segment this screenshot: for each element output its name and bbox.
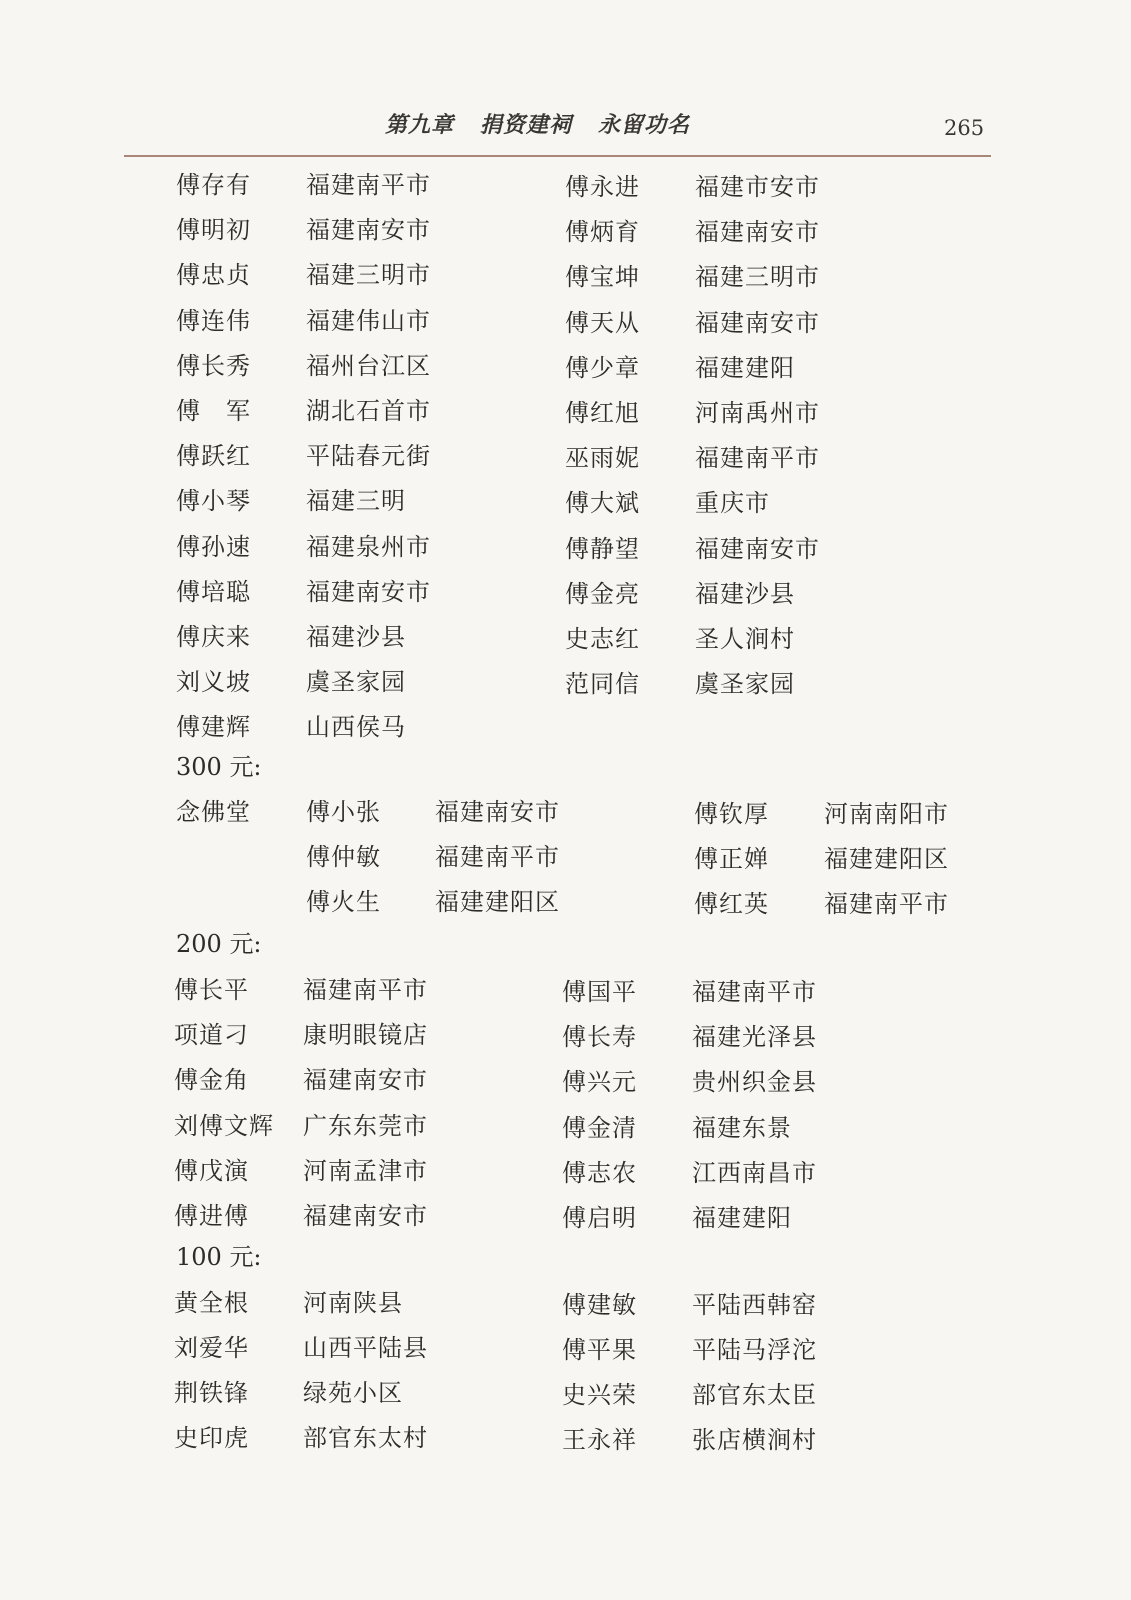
donor-location: 河南陕县 [303,1289,403,1317]
chapter-title: 第九章 捐资建祠 永留功名 [385,113,690,138]
donor-location: 福建建阳区 [824,845,949,873]
donor-name: 傅明初 [176,216,251,245]
donor-name: 项道刁 [174,1021,249,1050]
donor-name: 傅仲敏 [306,843,381,871]
donor-location: 山西平陆县 [303,1334,428,1362]
donor-location: 平陆西韩窑 [692,1291,817,1319]
donor-location: 福建南平市 [692,978,817,1006]
donor-location: 福建三明 [306,487,406,516]
donor-name: 史志红 [565,625,640,653]
donor-location: 福建南安市 [695,218,820,247]
donor-location: 福建南平市 [306,171,431,199]
donor-location: 福建三明市 [306,261,431,290]
donor-location: 福州台江区 [306,351,431,380]
donor-name: 傅国平 [562,978,637,1006]
donor-name: 傅平果 [562,1336,637,1364]
donor-location: 福建泉州市 [306,532,431,561]
donor-location: 福建南安市 [306,216,431,245]
donor-location: 福建南平市 [303,976,428,1004]
donor-location: 贵州织金县 [692,1068,817,1097]
donor-name: 傅培聪 [176,577,251,606]
page-number: 265 [944,116,985,140]
donor-location: 福建伟山市 [306,306,431,335]
donor-name: 傅永进 [565,173,640,201]
donor-location: 山西侯马 [306,713,406,742]
donor-name: 傅宝坤 [565,263,640,292]
donor-location: 福建沙县 [695,579,795,608]
donor-name: 傅正婵 [694,845,769,873]
donor-location: 福建建阳 [695,353,795,382]
donor-location: 河南南阳市 [824,800,949,828]
donor-name: 傅长秀 [176,351,251,380]
donor-name: 傅连伟 [176,306,251,335]
donor-location: 福建南安市 [303,1202,428,1230]
donor-location: 福建建阳区 [435,888,560,916]
donor-location: 河南禹州市 [695,399,820,427]
donor-location: 福建东景 [692,1113,792,1142]
donor-location: 福建南安市 [695,308,820,337]
donor-location: 康明眼镜店 [303,1021,428,1050]
donor-name: 傅进傅 [174,1202,249,1230]
donor-name: 傅兴元 [562,1068,637,1097]
donor-name: 刘傅文辉 [174,1111,274,1140]
donor-name: 傅红旭 [565,399,640,427]
donor-location: 虞圣家园 [306,668,406,697]
section-heading-100: 100 元: [176,1243,262,1271]
donor-location: 广东东莞市 [303,1111,428,1140]
donor-name: 王永祥 [562,1426,637,1454]
donor-name: 傅庆来 [176,623,251,651]
donor-name: 荆铁锋 [174,1379,249,1407]
donor-location: 福建建阳 [692,1204,792,1232]
donor-name: 范同信 [565,670,640,699]
donor-location: 虞圣家园 [695,670,795,699]
section-heading-200: 200 元: [176,930,262,958]
header-rule [124,155,991,157]
donor-name: 傅跃红 [176,442,251,471]
donor-name: 刘义坡 [176,668,251,697]
donor-name: 傅 军 [176,397,251,425]
donor-location: 福建南平市 [435,843,560,871]
donor-group-label: 念佛堂 [176,798,251,826]
donor-name: 史印虎 [174,1424,249,1452]
donor-name: 傅红英 [694,890,769,918]
donor-name: 黄全根 [174,1289,249,1317]
donor-name: 傅天从 [565,308,640,337]
donor-name: 傅小张 [306,798,381,826]
donor-location: 福建三明市 [695,263,820,292]
donor-name: 傅小琴 [176,487,251,516]
donor-location: 福建沙县 [306,623,406,651]
donor-name: 傅忠贞 [176,261,251,290]
donor-name: 傅戊演 [174,1156,249,1185]
donor-location: 圣人涧村 [695,625,795,653]
donor-name: 傅志农 [562,1158,637,1187]
donor-name: 傅建敏 [562,1291,637,1319]
donor-location: 福建南平市 [695,444,820,473]
donor-name: 史兴荣 [562,1381,637,1409]
donor-name: 傅建辉 [176,713,251,742]
donor-name: 傅启明 [562,1204,637,1232]
donor-name: 傅大斌 [565,489,640,518]
donor-location: 福建南安市 [695,534,820,563]
donor-name: 傅长寿 [562,1023,637,1052]
donor-location: 部官东太臣 [692,1381,817,1409]
donor-location: 张店横涧村 [692,1426,817,1454]
donor-location: 平陆马浮沱 [692,1336,817,1364]
donor-location: 福建南安市 [435,798,560,826]
donor-name: 傅炳育 [565,218,640,247]
donor-location: 江西南昌市 [692,1158,817,1187]
donor-name: 傅金清 [562,1113,637,1142]
donor-location: 福建南安市 [303,1066,428,1095]
donor-name: 傅少章 [565,353,640,382]
donor-location: 重庆市 [695,489,770,518]
donor-name: 傅长平 [174,976,249,1004]
donor-location: 绿苑小区 [303,1379,403,1407]
donor-location: 福建南平市 [824,890,949,918]
donor-location: 平陆春元街 [306,442,431,471]
donor-location: 福建光泽县 [692,1023,817,1052]
donor-location: 福建市安市 [695,173,820,201]
donor-name: 傅钦厚 [694,800,769,828]
donor-location: 福建南安市 [306,577,431,606]
donor-name: 巫雨妮 [565,444,640,473]
donor-name: 傅静望 [565,534,640,563]
donor-location: 部官东太村 [303,1424,428,1452]
donor-name: 刘爱华 [174,1334,249,1362]
donor-name: 傅存有 [176,171,251,199]
donor-name: 傅金角 [174,1066,249,1095]
donor-name: 傅火生 [306,888,381,916]
section-heading-300: 300 元: [176,753,262,781]
donor-location: 湖北石首市 [306,397,431,425]
donor-name: 傅孙速 [176,532,251,561]
donor-location: 河南孟津市 [303,1156,428,1185]
donor-name: 傅金亮 [565,579,640,608]
